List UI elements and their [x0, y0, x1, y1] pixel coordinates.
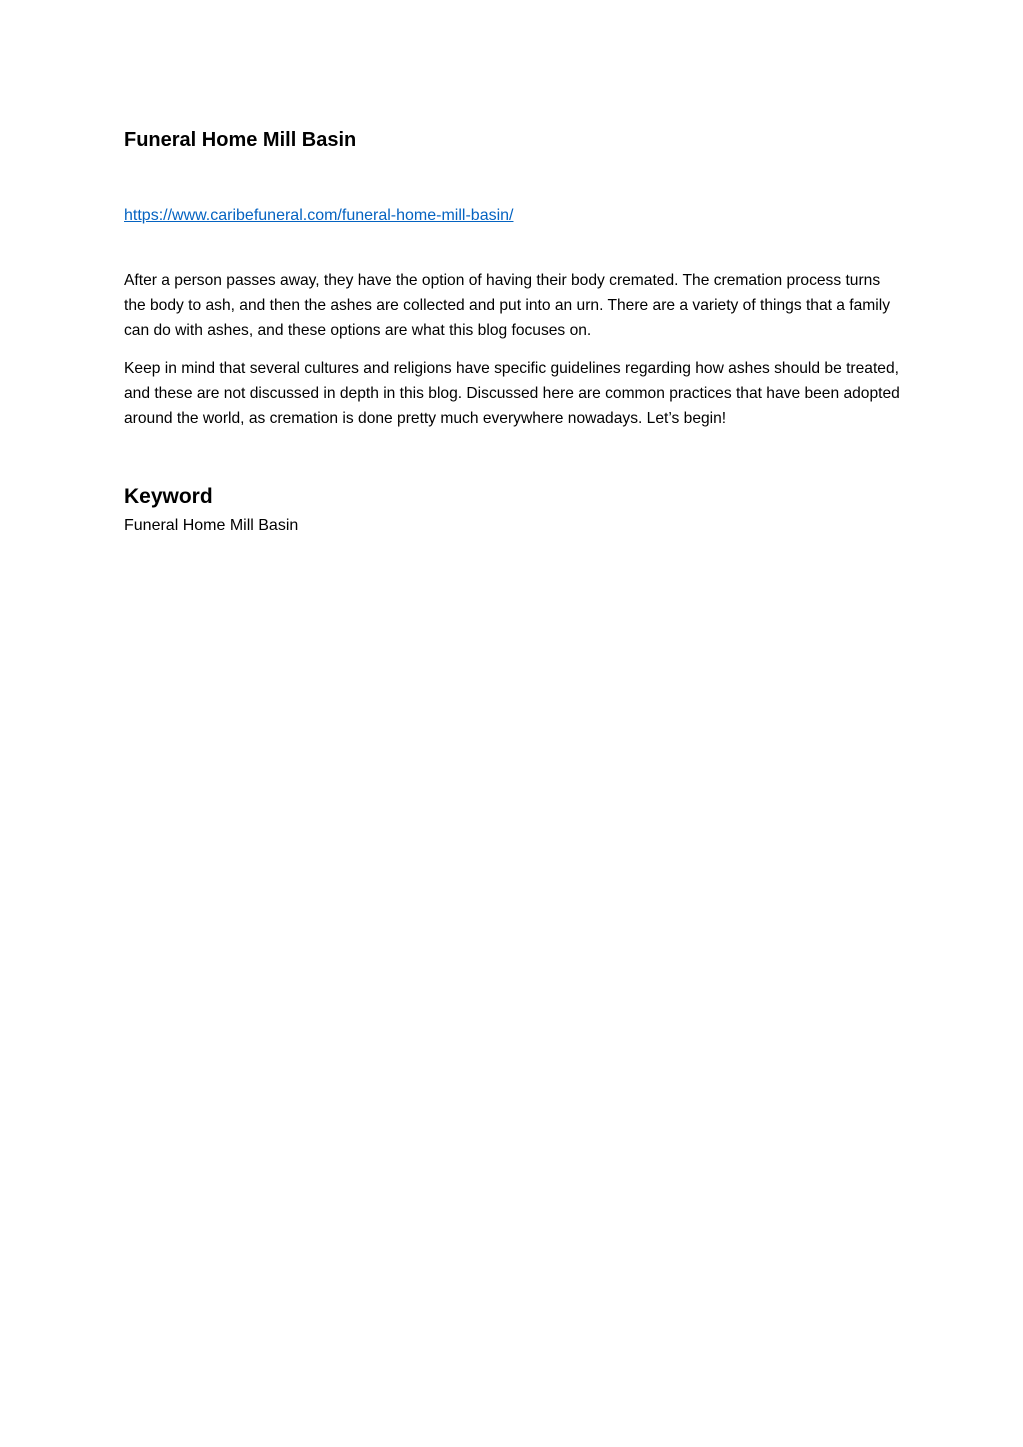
body-paragraph: Keep in mind that several cultures and religions have specific guidelines regarding how ashes should be treated, and these are not discussed in depth in this blog. Discussed here are common practices that have been adopted around the world, as cremation is done pretty much everywhere nowadays. Let’s begin!: [124, 360, 900, 427]
keyword-heading: Keyword: [124, 485, 213, 508]
keyword-value: Funeral Home Mill Basin: [124, 517, 299, 534]
source-url-link[interactable]: https://www.caribefuneral.com/funeral-home-mill-basin/: [124, 207, 514, 224]
document-title: Funeral Home Mill Basin: [124, 129, 357, 151]
body-paragraph: After a person passes away, they have the option of having their body cremated. The cremation process turns the body to ash, and then the ashes are collected and put into an urn. There are a variety of things that a family can do with ashes, and these options are what this blog focuses on.: [124, 272, 891, 339]
